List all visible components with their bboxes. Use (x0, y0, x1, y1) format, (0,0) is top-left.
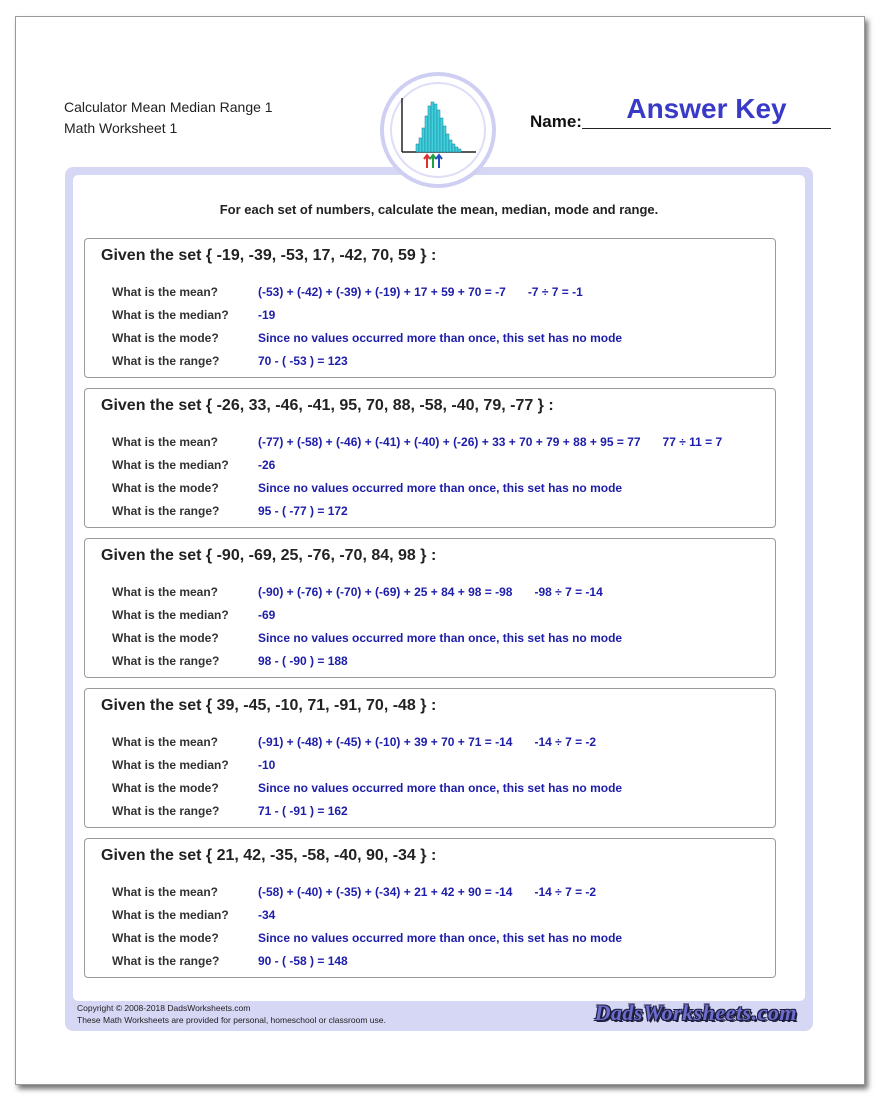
mean-label: What is the mean? (112, 585, 219, 599)
median-label: What is the median? (112, 758, 229, 772)
usage-notice: These Math Worksheets are provided for personal, homeschool or classroom use. (77, 1015, 386, 1025)
problem-card (84, 238, 776, 378)
range-label: What is the range? (112, 954, 220, 968)
median-answer: -69 (258, 608, 276, 622)
mode-answer: Since no values occurred more than once, this set has no mode (258, 481, 623, 495)
problem-heading: Given the set { 21, 42, -35, -58, -40, 90, -34 } : (101, 847, 437, 864)
name-line (582, 128, 831, 129)
mean-answer: (-91) + (-48) + (-45) + (-10) + 39 + 70 + 71 = -14 -14 ÷ 7 = -2 (258, 735, 597, 749)
median-label: What is the median? (112, 908, 229, 922)
median-highlight: (-69) (375, 585, 401, 599)
range-label: What is the range? (112, 804, 220, 818)
mode-label: What is the mode? (112, 631, 219, 645)
problem-card (84, 388, 776, 528)
mode-label: What is the mode? (112, 931, 219, 945)
problem-card (84, 838, 776, 978)
worksheet-frame (65, 167, 813, 1031)
mean-average: 77 ÷ 11 = 7 (662, 435, 723, 449)
mean-average: -14 ÷ 7 = -2 (534, 885, 597, 899)
mode-answer: Since no values occurred more than once, this set has no mode (258, 631, 623, 645)
mean-average: -14 ÷ 7 = -2 (534, 735, 597, 749)
range-answer: 71 - ( -91 ) = 162 (258, 804, 348, 818)
problem-card (84, 688, 776, 828)
median-label: What is the median? (112, 308, 229, 322)
mode-label: What is the mode? (112, 481, 219, 495)
mean-average: -98 ÷ 7 = -14 (534, 585, 603, 599)
mean-answer: (-58) + (-40) + (-35) + (-34) + 21 + 42 + 90 = -14 -14 ÷ 7 = -2 (258, 885, 597, 899)
mode-label: What is the mode? (112, 331, 219, 345)
problem-card (84, 538, 776, 678)
footer-copyright (77, 1002, 386, 1026)
bell-curve-histogram-icon (380, 72, 496, 188)
median-answer: -34 (258, 908, 276, 922)
worksheet-panel (73, 175, 805, 1001)
mean-average: -7 ÷ 7 = -1 (527, 285, 583, 299)
mean-label: What is the mean? (112, 735, 219, 749)
median-label: What is the median? (112, 608, 229, 622)
median-highlight: (-26) (453, 435, 479, 449)
worksheet-page (15, 16, 865, 1085)
mode-answer: Since no values occurred more than once, this set has no mode (258, 781, 623, 795)
problem-heading: Given the set { -90, -69, 25, -76, -70, 84, 98 } : (101, 547, 437, 564)
dadsworksheets-logo[interactable]: DadsWorksheets.com (594, 1000, 797, 1025)
mean-label: What is the mean? (112, 435, 219, 449)
range-answer: 95 - ( -77 ) = 172 (258, 504, 348, 518)
mean-answer: (-77) + (-58) + (-46) + (-41) + (-40) + (-26) + 33 + 70 + 79 + 88 + 95 = 77 77 ÷ 11 = 7 (258, 435, 723, 449)
mode-answer: Since no values occurred more than once, this set has no mode (258, 331, 623, 345)
median-answer: -19 (258, 308, 276, 322)
median-answer: -10 (258, 758, 276, 772)
range-answer: 90 - ( -58 ) = 148 (258, 954, 348, 968)
median-highlight: (-10) (375, 735, 401, 749)
mean-answer: (-90) + (-76) + (-70) + (-69) + 25 + 84 + 98 = -98 -98 ÷ 7 = -14 (258, 585, 603, 599)
mean-label: What is the mean? (112, 285, 219, 299)
worksheet-title-line2: Math Worksheet 1 (64, 120, 178, 136)
mode-answer: Since no values occurred more than once, this set has no mode (258, 931, 623, 945)
mean-label: What is the mean? (112, 885, 219, 899)
range-label: What is the range? (112, 504, 220, 518)
range-answer: 98 - ( -90 ) = 188 (258, 654, 348, 668)
mode-label: What is the mode? (112, 781, 219, 795)
worksheet-title-line1: Calculator Mean Median Range 1 (64, 99, 273, 115)
worksheet-title (64, 97, 273, 139)
mean-answer: (-53) + (-42) + (-39) + (-19) + 17 + 59 + 70 = -7 -7 ÷ 7 = -1 (258, 285, 583, 299)
range-label: What is the range? (112, 654, 220, 668)
median-label: What is the median? (112, 458, 229, 472)
name-label: Name: (530, 112, 582, 131)
range-label: What is the range? (112, 354, 220, 368)
median-highlight: (-34) (375, 885, 401, 899)
histogram-graphic (396, 94, 480, 172)
instruction-text: For each set of numbers, calculate the mean, median, mode and range. (219, 202, 659, 217)
copyright-text: Copyright © 2008-2018 DadsWorksheets.com (77, 1003, 251, 1013)
median-highlight: (-19) (375, 285, 401, 299)
answer-key-text: Answer Key (626, 93, 787, 124)
problem-heading: Given the set { -26, 33, -46, -41, 95, 70, 88, -58, -40, 79, -77 } : (101, 397, 554, 414)
range-answer: 70 - ( -53 ) = 123 (258, 354, 348, 368)
problem-heading: Given the set { -19, -39, -53, 17, -42, 70, 59 } : (101, 247, 437, 264)
median-answer: -26 (258, 458, 276, 472)
problem-heading: Given the set { 39, -45, -10, 71, -91, 70, -48 } : (101, 697, 437, 714)
